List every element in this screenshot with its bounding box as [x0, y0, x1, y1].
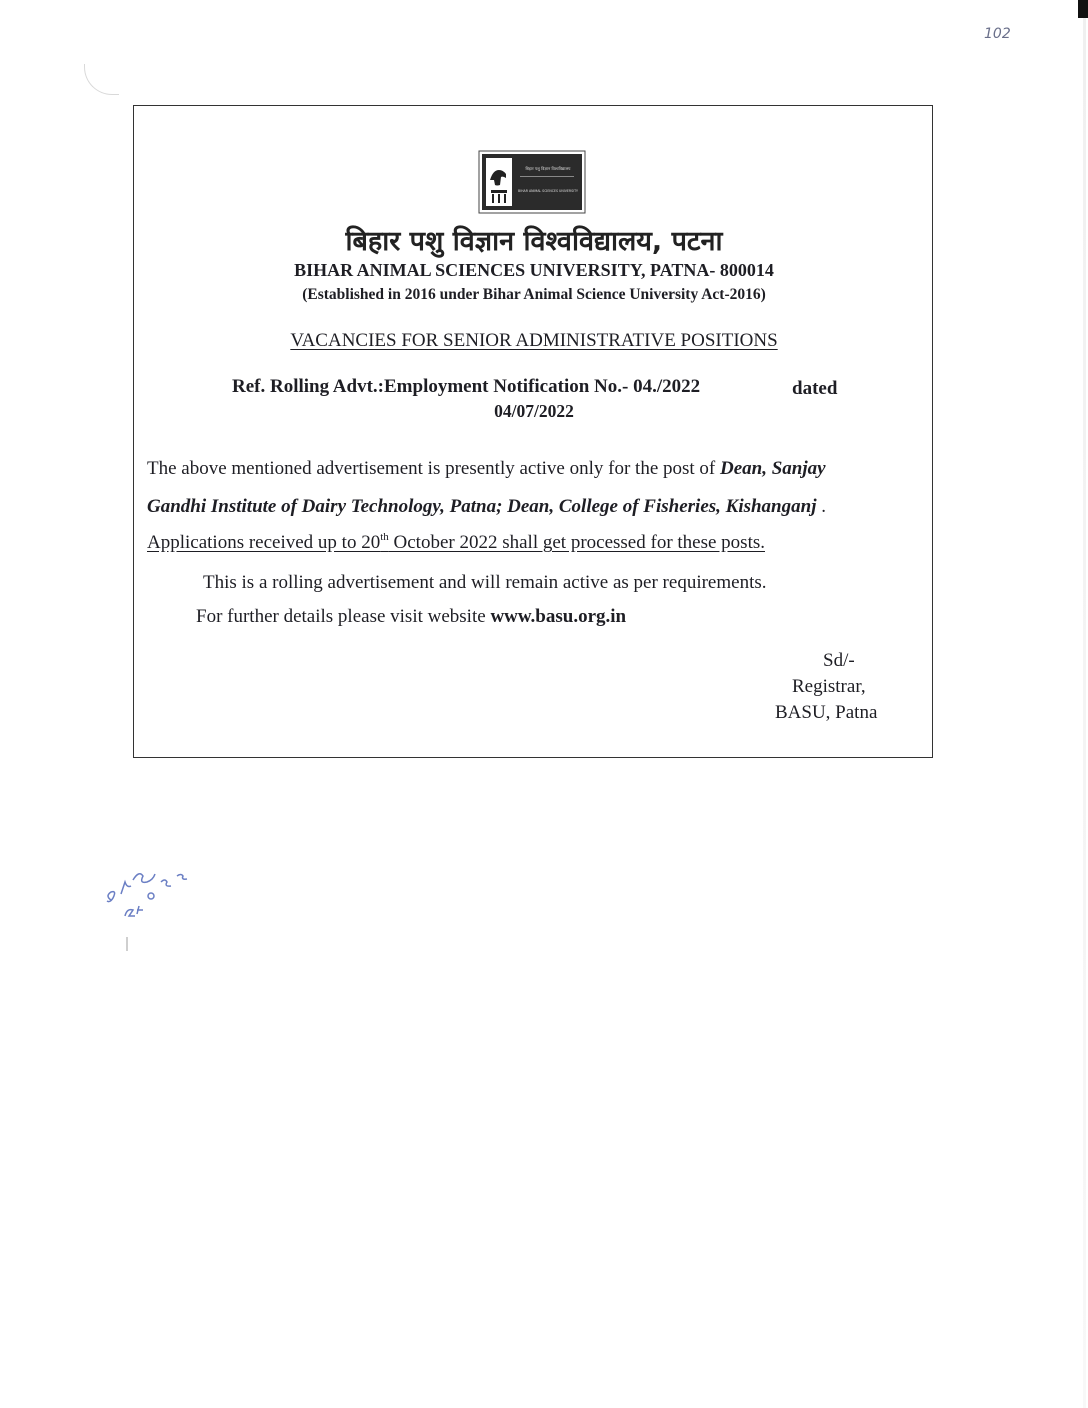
body-paragraph-line-5 — [196, 606, 986, 628]
scan-edge-streak — [1083, 0, 1086, 1408]
post-name-text: Gandhi Institute of Dairy Technology, Patna; Dean, College of Fisheries, Kishanganj — [147, 496, 817, 517]
reference-dated-label: dated — [792, 378, 838, 399]
signature-sd: Sd/- — [823, 650, 855, 671]
signature-title: Registrar, — [792, 676, 866, 697]
body-text: October 2022 shall get processed for these posts. — [388, 532, 765, 553]
university-logo-icon — [478, 150, 586, 214]
handwritten-note-icon — [103, 856, 193, 926]
reference-line: Ref. Rolling Advt.:Employment Notification No.- 04./2022 — [232, 376, 701, 397]
signature-block — [772, 648, 902, 726]
logo-bottom-text: BIHAR ANIMAL SCIENCES UNIVERSITY — [518, 189, 578, 193]
body-paragraph-line-2 — [147, 496, 937, 518]
body-paragraph-line-4: This is a rolling advertisement and will remain active as per requirements. — [203, 572, 767, 593]
vacancies-heading: VACANCIES FOR SENIOR ADMINISTRATIVE POSITIONS — [290, 330, 778, 351]
notice-box — [133, 105, 933, 758]
post-name-text: Dean, Sanjay — [720, 458, 826, 479]
body-text: Applications received up to 20 — [147, 532, 381, 553]
university-title-hindi: बिहार पशु विज्ञान विश्वविद्यालय, पटना — [345, 226, 723, 257]
body-paragraph-line-1 — [147, 458, 937, 480]
signature-office: BASU, Patna — [775, 702, 878, 723]
scan-tick-mark — [126, 937, 128, 951]
body-text: For further details please visit website — [196, 606, 491, 627]
website-text: www.basu.org.in — [490, 606, 627, 627]
punch-hole-mark — [84, 64, 119, 95]
body-text: . — [816, 496, 826, 517]
body-paragraph-line-3 — [147, 532, 937, 554]
university-title-english: BIHAR ANIMAL SCIENCES UNIVERSITY, PATNA- 800014 — [294, 260, 774, 280]
body-text: The above mentioned advertisement is presently active only for the post of — [147, 458, 720, 479]
page-number: 102 — [984, 26, 1011, 42]
logo-top-text: बिहार पशु विज्ञान विश्वविद्यालय — [525, 166, 571, 171]
superscript-text: th — [380, 531, 389, 543]
reference-date: 04/07/2022 — [494, 401, 574, 421]
established-line: (Established in 2016 under Bihar Animal Science University Act-2016) — [302, 286, 766, 303]
scan-edge-mark — [1078, 0, 1088, 18]
